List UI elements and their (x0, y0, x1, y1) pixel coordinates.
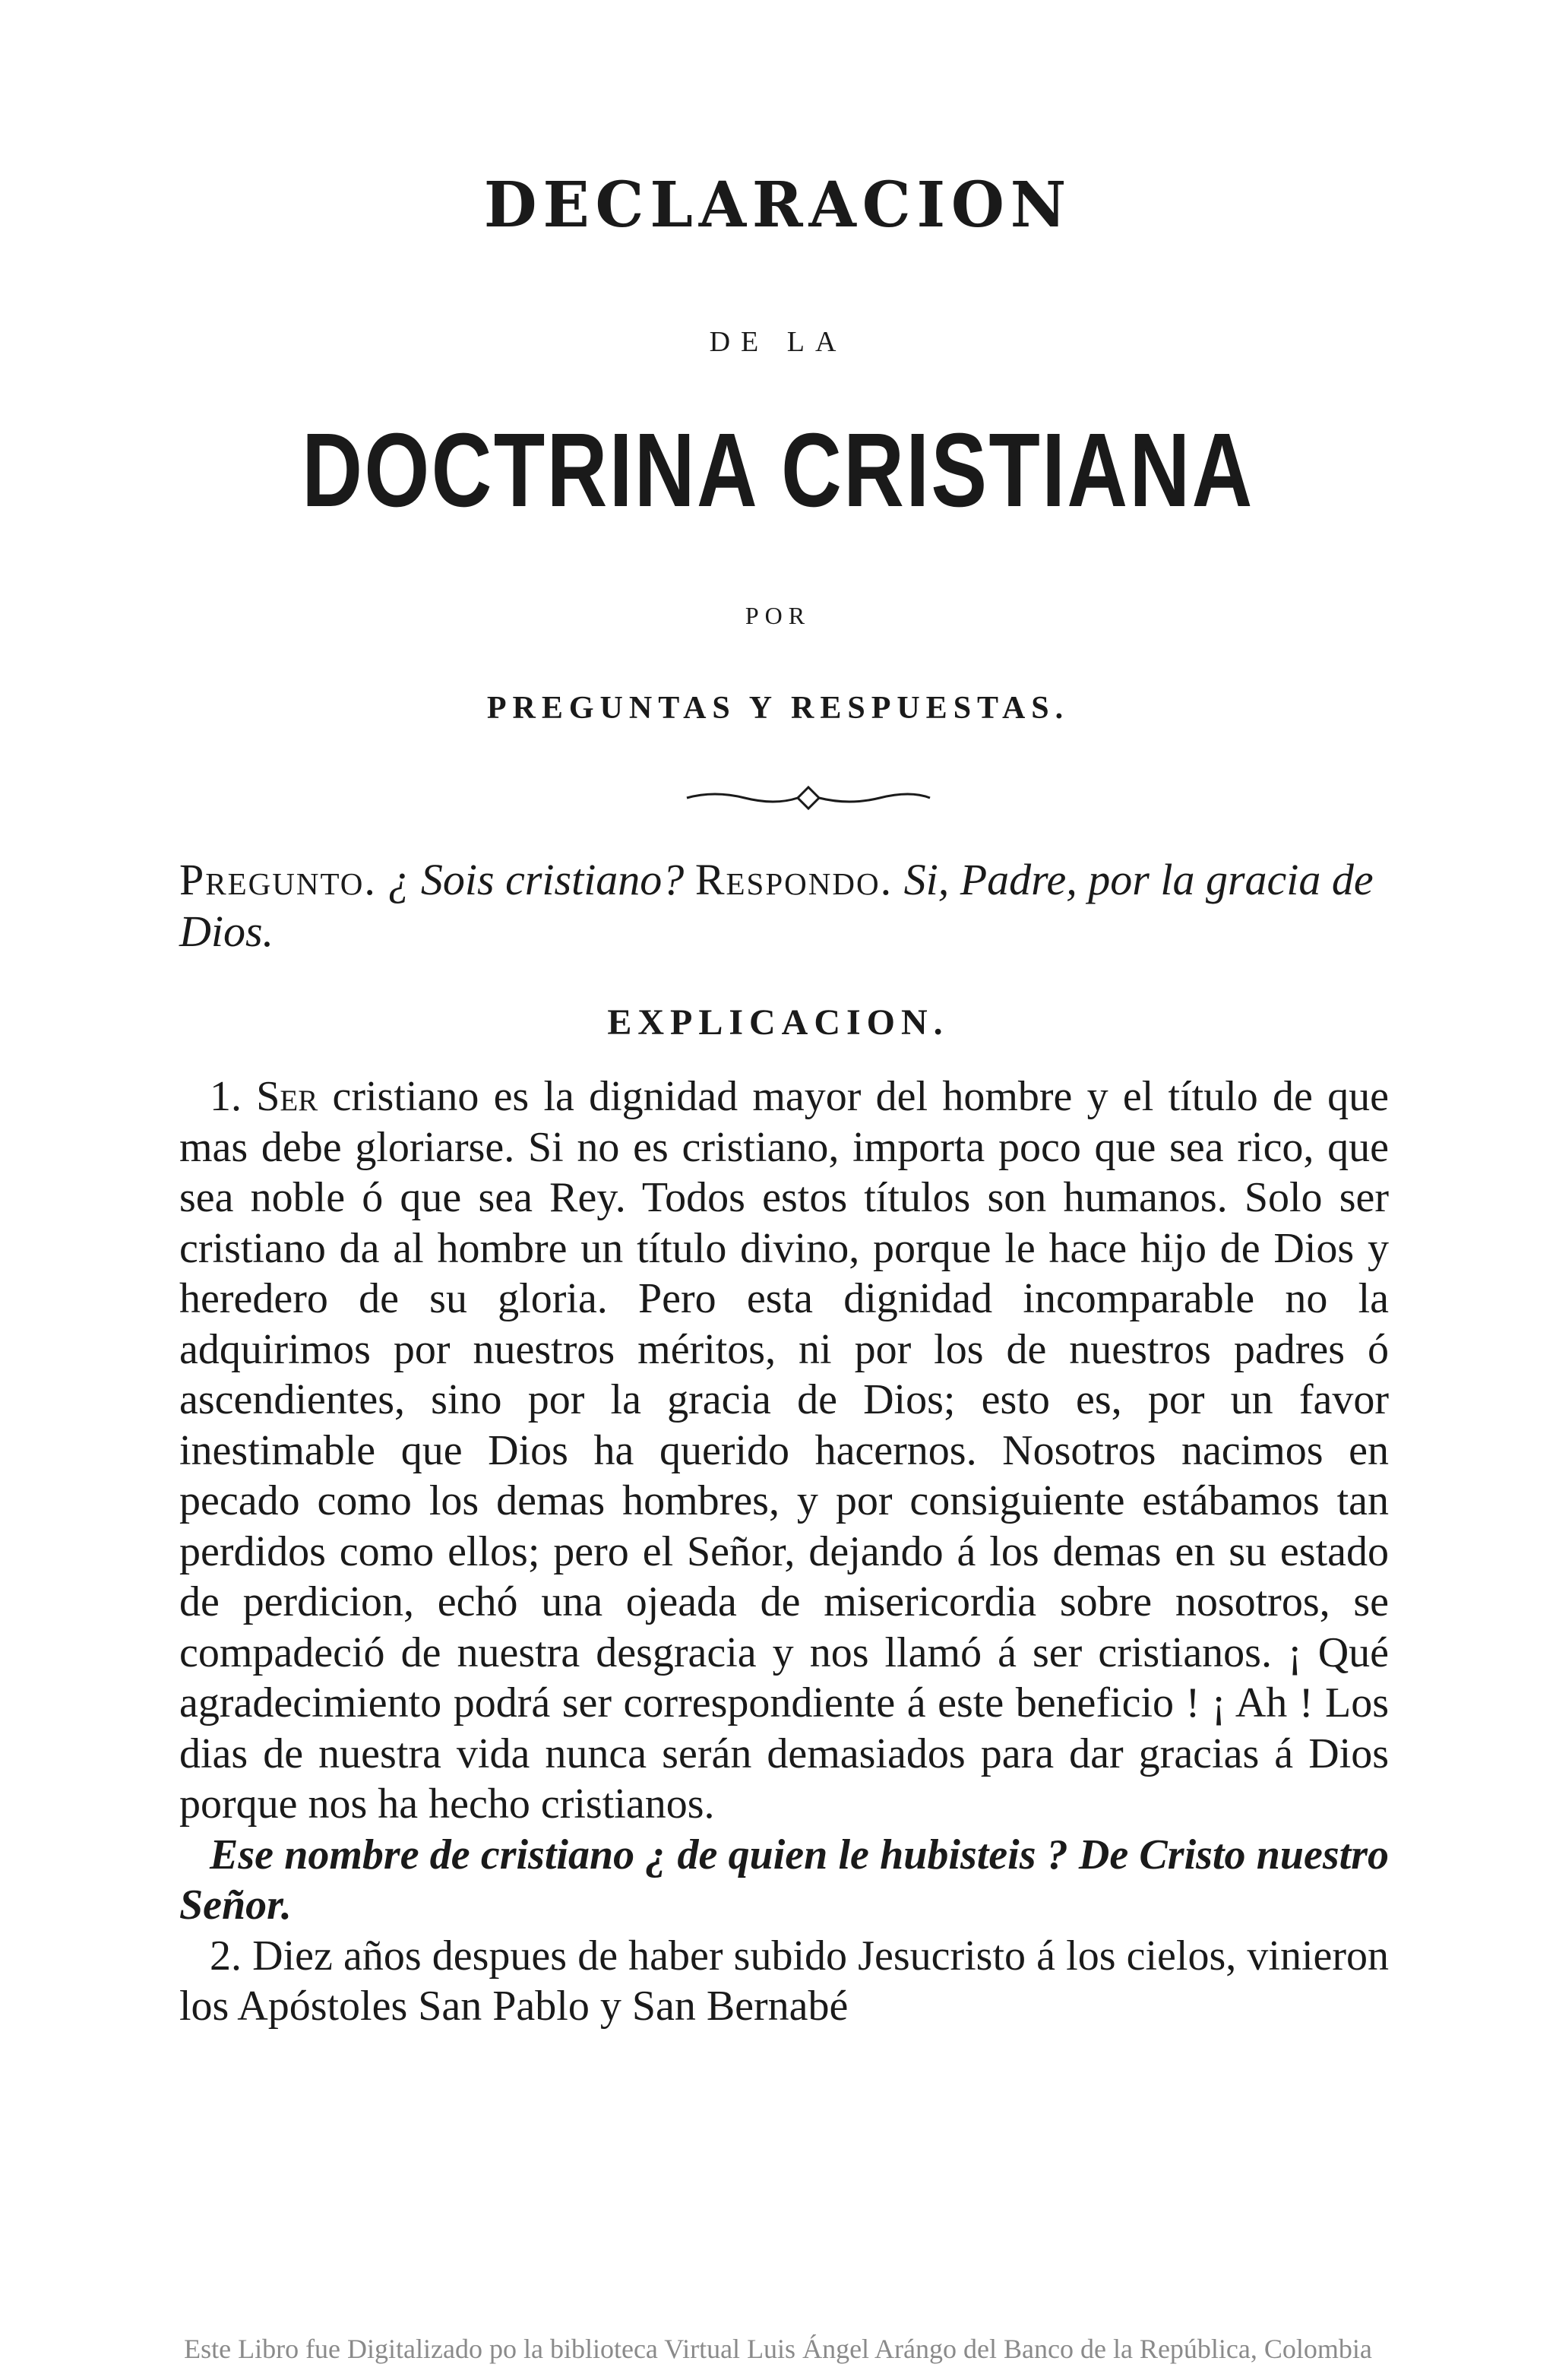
pregunto-label: Pregunto. (179, 855, 377, 904)
de-la-heading: DE LA (709, 326, 847, 358)
digitization-footer: Este Libro fue Digitalizado po la biblioteca Virtual Luis Ángel Arángo del Banco de la República, Colombia (184, 2334, 1372, 2364)
paragraph-1-text: cristiano es la dignidad mayor del hombre y el título de que mas debe gloriarse. Si no es cristiano, importa poco que sea rico, que sea noble ó que sea Rey. Todos estos títulos son humanos. Solo ser cristiano da al hombre un título divino, porque le hace hijo de Dios y heredero de su gloria. Pero esta dignidad incomparable no la adquirimos por nuestros méritos, ni por los de nuestros padres ó ascendientes, sino por la gracia de Dios; esto es, por un favor inestimable que Dios ha querido hacernos. Nosotros nacimos en pecado como los demas hombres, y por consiguiente estábamos tan perdidos como ellos; pero el Señor, dejando á los demas en su estado de perdicion, echó una ojeada de misericordia sobre nosotros, se compadeció de nuestra desgracia y nos llamó á ser cristianos. ¡ Qué agradecimiento podrá ser correspondiente á este beneficio ! ¡ Ah ! Los dias de nuestra vida nunca serán demasiados para dar gracias á Dios porque nos ha hecho cristianos. (179, 1073, 1389, 1828)
answer-text: Si, Padre, por la gracia de Dios. (179, 855, 1374, 956)
question-2: Ese nombre de cristiano ¿ de quien le hubisteis ? De Cristo nuestro Señor. (179, 1831, 1389, 1929)
paragraph-2-text: Diez años despues de haber subido Jesucristo á los cielos, vinieron los Apóstoles San Pablo y San Bernabé (179, 1932, 1390, 2030)
paragraph-2 (179, 1931, 1389, 2032)
por-heading: POR (745, 602, 811, 629)
paragraph-2-number: 2. (210, 1932, 242, 1980)
paragraph-1 (179, 1071, 1389, 1830)
paragraph-1-number: 1. (210, 1073, 242, 1120)
ornament-divider (684, 783, 933, 813)
body-text (179, 1071, 1389, 2032)
question-answer (179, 854, 1387, 957)
respondo-label: Respondo. (694, 855, 893, 904)
main-title: DOCTRINA CRISTIANA (302, 412, 1254, 529)
paragraph-1-first-word: Ser (256, 1073, 318, 1120)
section-title: EXPLICACION. (607, 1002, 949, 1043)
question-text: ¿ Sois cristiano? (387, 855, 685, 904)
title-blackletter: DECLARACION (483, 169, 1073, 242)
subtitle: PREGUNTAS Y RESPUESTAS. (486, 691, 1070, 726)
